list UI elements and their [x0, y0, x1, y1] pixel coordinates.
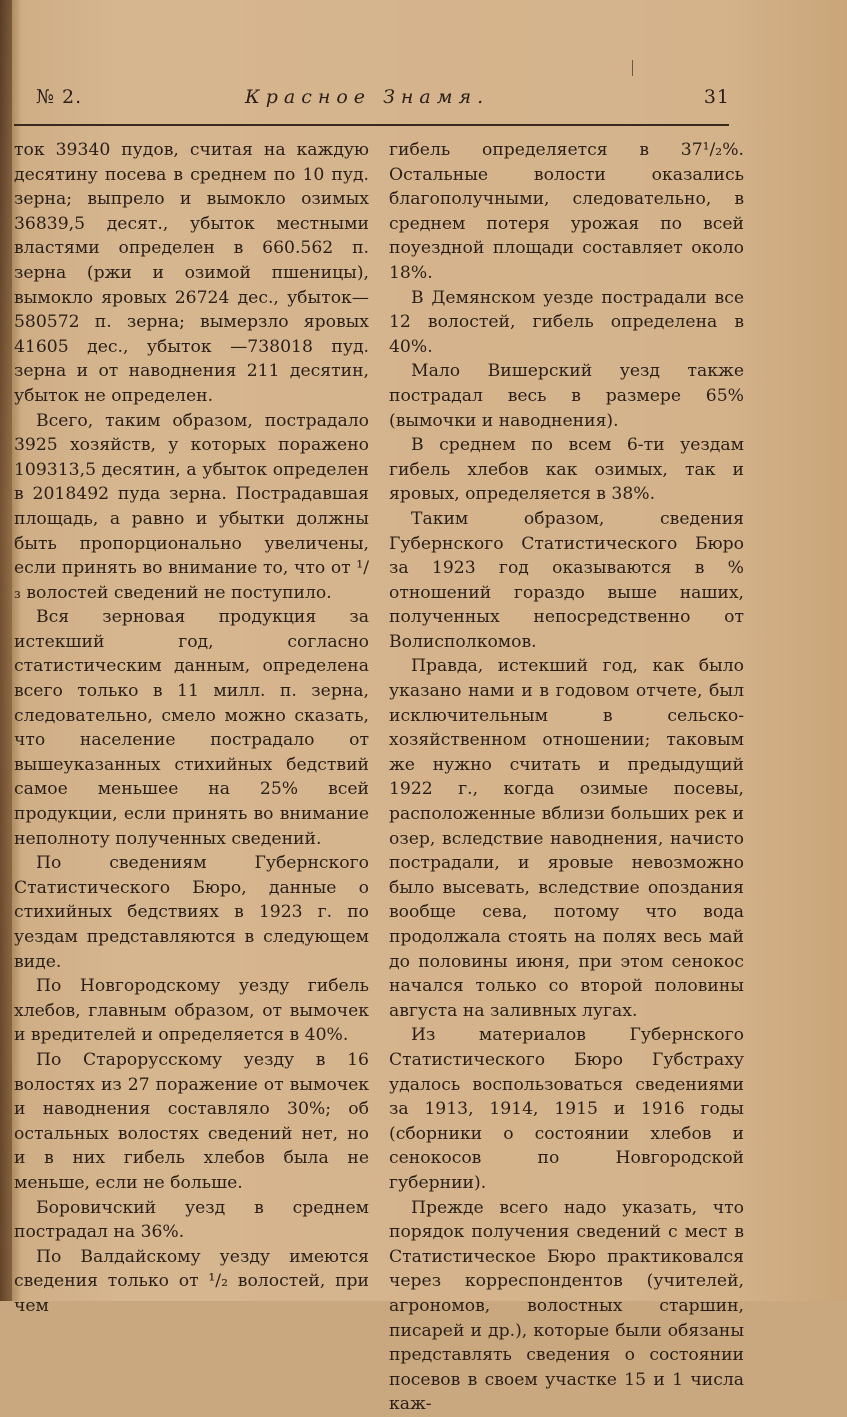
paragraph: ток 39340 пудов, считая на каждую десятину посева в среднем по 10 пуд. зерна; выпрело и вымокло озимых 36839,5 десят., убыток местными властями определен в 660.562 п. зерна (ржи и озимой пшеницы), вымокло яровых 26724 дес., убыток—580572 п. зерна; вымерзло яровых 41605 дес., убыток —738018 пуд. зерна и от наводнения 211 десятин, убыток не определен. — [14, 140, 369, 406]
paragraph: Правда, истекший год, как было указано нами и в годовом отчете, был исключительным в сельско-хозяйственном отношении; таковым же нужно считать и предыдущий 1922 г., когда озимые посевы, расположенные вблизи больших рек и озер, вследствие наводнения, начисто пострадали, и яровые невозможно было высевать, вследствие опоздания вообще сева, потому что вода продолжала стоять на полях весь май до половины июня, при этом сенокос начался только со второй половины августа на заливных лугах. — [389, 656, 744, 1021]
paragraph: По Валдайскому уезду имеются сведения только от ¹/₂ волостей, при чем — [14, 1246, 369, 1316]
running-head — [30, 86, 730, 116]
paragraph: По Новгородскому уезду гибель хлебов, главным образом, от вымочек и вредителей и определяется в 40%. — [14, 976, 369, 1046]
paragraph: гибель определяется в 37¹/₂%. Остальные волости оказались благополучными, следовательно, в среднем потеря урожая по всей поуездной площади составляет около 18%. — [389, 140, 744, 283]
paragraph: Всего, таким образом, пострадало 3925 хозяйств, у которых поражено 109313,5 десятин, а убыток определен в 2018492 пуда зерна. Пострадавшая площадь, а равно и убытки должны быть пропорционально увеличены, если принять во внимание то, что от ¹/₃ волостей сведений не поступило. — [14, 410, 369, 603]
left-column — [14, 138, 369, 1319]
journal-title: Красное Знамя. — [245, 86, 490, 108]
paragraph: Из материалов Губернского Статистического Бюро Губстраху удалось воспользоваться сведениями за 1913, 1914, 1915 и 1916 годы (сборники о состоянии хлебов и сенокосов по Новгородской губернии). — [389, 1025, 744, 1193]
paragraph: Таким образом, сведения Губернского Статистического Бюро за 1923 год оказываются в % отношений гораздо выше наших, полученных непосредственно от Волисполкомов. — [389, 508, 744, 652]
paragraph: Прежде всего надо указать, что порядок получения сведений с мест в Статистическое Бюро практиковался через корреспондентов (учителей, агрономов, волостных старшин, писарей и др.), которые были обязаны представлять сведения о состоянии посевов в своем участке 15 и 1 числа каж- — [389, 1197, 744, 1415]
pencil-mark — [632, 60, 633, 76]
issue-number: № 2. — [36, 86, 83, 108]
paragraph: Боровичский уезд в среднем пострадал на 36%. — [14, 1197, 369, 1243]
paragraph: По сведениям Губернского Статистического Бюро, данные о стихийных бедствиях в 1923 г. по уездам представляются в следующем виде. — [14, 853, 369, 972]
page-number: 31 — [703, 86, 730, 108]
paragraph: Вся зерновая продукция за истекший год, согласно статистическим данным, определена всего только в 11 милл. п. зерна, следовательно, смело можно сказать, что население пострадало от вышеуказанных стихийных бедствий самое меньшее на 25% всей продукции, если принять во внимание неполноту полученных сведений. — [14, 607, 369, 849]
right-column — [389, 138, 744, 1417]
paragraph: В среднем по всем 6-ти уездам гибель хлебов как озимых, так и яровых, определяется в 38%. — [389, 435, 744, 505]
paragraph: По Старорусскому уезду в 16 волостях из 27 поражение от вымочек и наводнения составляло 30%; об остальных волостях сведений нет, но и в них гибель хлебов была не меньше, если не больше. — [14, 1049, 369, 1193]
paragraph: В Демянском уезде пострадали все 12 волостей, гибель определена в 40%. — [389, 287, 744, 357]
header-rule — [14, 124, 729, 126]
paragraph: Мало Вишерский уезд также пострадал весь в размере 65% (вымочки и наводнения). — [389, 361, 744, 431]
